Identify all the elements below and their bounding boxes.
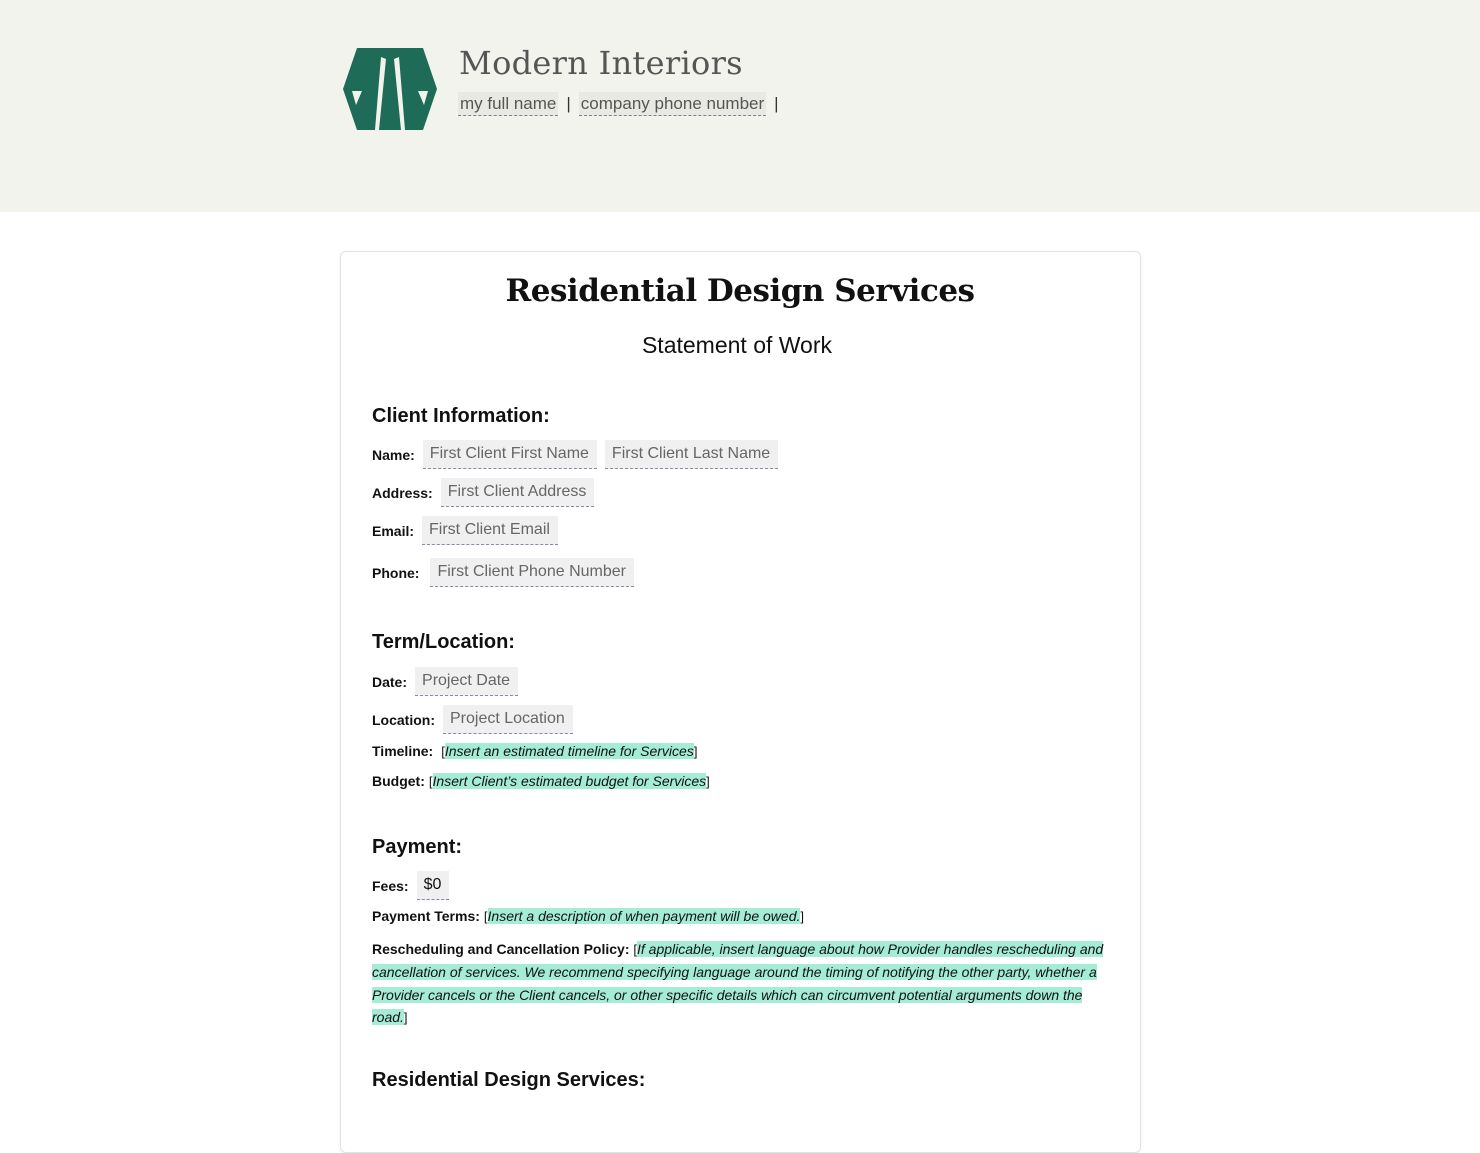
budget-label: Budget:: [372, 773, 425, 789]
payment-heading: Payment:: [372, 836, 463, 858]
timeline-placeholder[interactable]: Insert an estimated timeline for Services: [444, 743, 694, 759]
budget-row: [372, 773, 710, 789]
document-title: Residential Design Services: [505, 273, 975, 309]
name-label: Name:: [372, 446, 415, 463]
client-email-field[interactable]: First Client Email: [422, 516, 558, 545]
modern-interiors-logo-icon: [342, 47, 438, 131]
bracket-open: [: [441, 743, 445, 759]
project-date-field[interactable]: Project Date: [415, 667, 518, 696]
company-name: Modern Interiors: [459, 44, 743, 82]
bracket-close: ]: [800, 908, 804, 924]
cancellation-policy-placeholder[interactable]: If applicable, insert language about how Provider handles rescheduling and cancellation of services. We recommend specifying language around the timing of notifying the other party, whether a Provider cancels or the Client cancels, or other specific details which can circumvent potential arguments down the road.: [372, 941, 1104, 1026]
client-information-heading: Client Information:: [372, 405, 550, 427]
bracket-open: [: [428, 773, 433, 789]
fees-field[interactable]: $0: [417, 871, 450, 900]
cancellation-policy-paragraph: [372, 938, 1107, 1030]
payment-terms-row: [372, 908, 804, 924]
client-address-row: [372, 478, 602, 507]
residential-design-services-heading: Residential Design Services:: [372, 1069, 646, 1091]
header-contact-fields: [458, 90, 787, 118]
term-location-heading: Term/Location:: [372, 631, 515, 653]
timeline-row: [372, 743, 697, 759]
client-email-row: [372, 516, 566, 545]
bracket-close: ]: [403, 1010, 408, 1026]
client-phone-field[interactable]: First Client Phone Number: [430, 558, 634, 587]
header-separator: |: [566, 94, 571, 113]
header-separator: |: [774, 94, 779, 113]
bracket-close: ]: [693, 743, 698, 759]
phone-label: Phone:: [372, 564, 420, 581]
document-subtitle: Statement of Work: [641, 332, 833, 358]
project-date-row: [372, 667, 526, 696]
date-label: Date:: [372, 673, 408, 690]
client-phone-row: [372, 558, 642, 587]
client-last-name-field[interactable]: First Client Last Name: [605, 440, 778, 469]
budget-placeholder[interactable]: Insert Client’s estimated budget for Services: [432, 773, 707, 789]
payment-terms-label: Payment Terms:: [372, 908, 480, 924]
company-phone-field[interactable]: company phone number: [579, 92, 766, 116]
bracket-open: [: [483, 908, 488, 924]
payment-terms-placeholder[interactable]: Insert a description of when payment will be owed.: [487, 908, 801, 924]
bracket-open: [: [633, 942, 638, 957]
fees-label: Fees:: [372, 877, 409, 894]
my-full-name-field[interactable]: my full name: [458, 92, 558, 116]
timeline-label: Timeline:: [372, 743, 434, 759]
project-location-row: [372, 705, 581, 734]
address-label: Address:: [372, 484, 433, 501]
client-first-name-field[interactable]: First Client First Name: [423, 440, 597, 469]
email-label: Email:: [372, 522, 415, 539]
cancellation-policy-label: Rescheduling and Cancellation Policy:: [372, 941, 630, 957]
bracket-close: ]: [706, 773, 710, 789]
client-address-field[interactable]: First Client Address: [441, 478, 595, 507]
fees-row: [372, 871, 457, 900]
location-label: Location:: [372, 711, 435, 728]
project-location-field[interactable]: Project Location: [443, 705, 573, 734]
client-name-row: [372, 440, 786, 469]
